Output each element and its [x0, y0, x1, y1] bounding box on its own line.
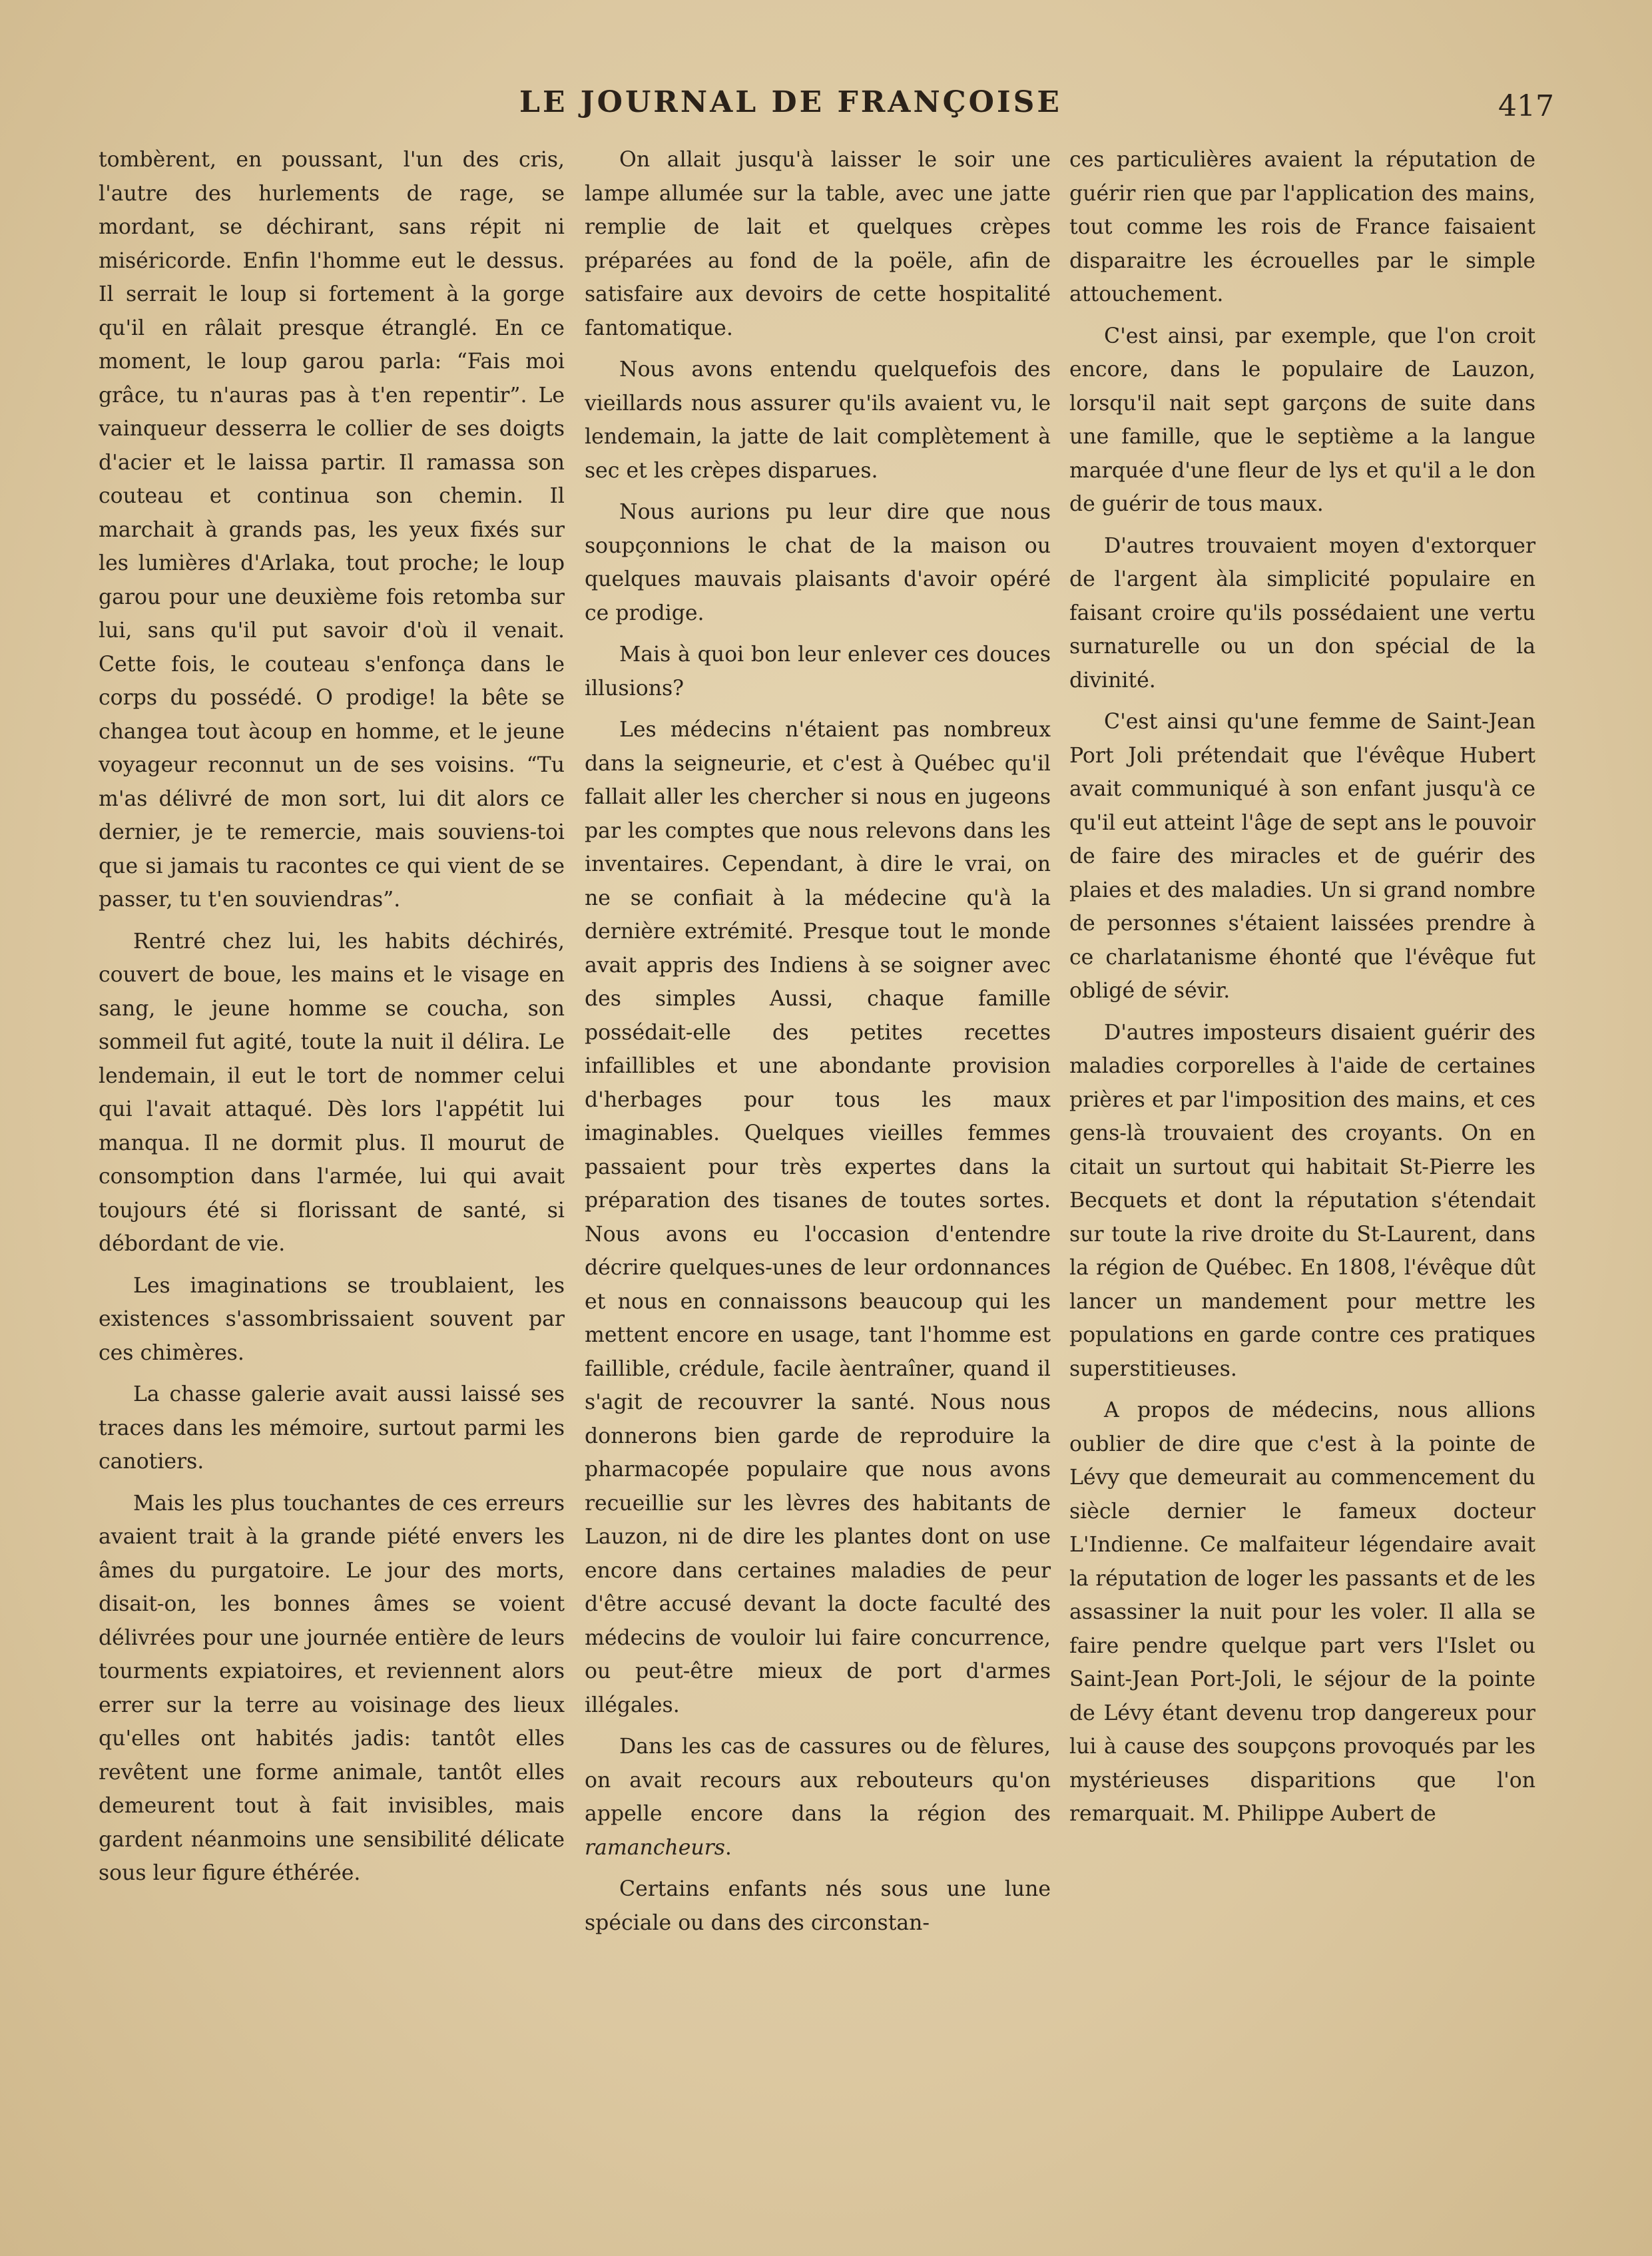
paragraph: C'est ainsi, par exemple, que l'on croit encore, dans le populaire de Lauzon, lorsqu'il nait sept garçons de suite dans une famille, que le septième a la langue marquée d'une fleur de lys et qu'il a le don de guérir de tous maux.	[1069, 324, 1535, 516]
paragraph: La chasse galerie avait aussi laissé ses traces dans les mémoire, surtout parmi les canotiers.	[99, 1382, 565, 1474]
italic-term: ramancheurs	[585, 1835, 725, 1860]
paragraph: Les imaginations se troublaient, les existences s'assombrissaient souvent par ces chimères.	[99, 1273, 565, 1365]
paragraph: ces particulières avaient la réputation de guérir rien que par l'application des mains, tout comme les rois de France faisaient disparaitre les écrouelles par le simple attouchement.	[1069, 148, 1535, 306]
punctuation: .	[724, 1835, 732, 1860]
paragraph: D'autres trouvaient moyen d'extorquer de l'argent àla simplicité populaire en faisant croire qu'ils possédaient une vertu surnaturelle ou un don spécial de la divinité.	[1069, 533, 1535, 693]
column-2	[585, 143, 1051, 1940]
paragraph: C'est ainsi qu'une femme de Saint-Jean Port Joli prétendait que l'évêque Hubert avait communiqué à son enfant jusqu'à ce qu'il eut atteint l'âge de sept ans le pouvoir de faire des miracles et de guérir des plaies et des maladies. Un si grand nombre de personnes s'étaient laissées prendre à ce charlatanisme éhonté que l'évêque fut obligé de sévir.	[1069, 710, 1535, 1003]
column-1	[99, 143, 565, 1890]
paragraph: Nous aurions pu leur dire que nous soupçonnions le chat de la maison ou quelques mauvais plaisants d'avoir opéré ce prodige.	[585, 500, 1051, 625]
page-header	[0, 85, 1652, 132]
paragraph-text: Dans les cas de cassures ou de fèlures, on avait recours aux rebouteurs qu'on appelle encore dans la région des	[585, 1735, 1051, 1826]
paragraph: Certains enfants nés sous une lune spéciale ou dans des circonstan-	[585, 1877, 1051, 1935]
paragraph: On allait jusqu'à laisser le soir une lampe allumée sur la table, avec une jatte remplie de lait et quelques crèpes préparées au fond de la poële, afin de satisfaire aux devoirs de cette hospitalité fantomatique.	[585, 148, 1051, 340]
paragraph: Rentré chez lui, les habits déchirés, couvert de boue, les mains et le visage en sang, le jeune homme se coucha, son sommeil fut agité, toute la nuit il délira. Le lendemain, il eut le tort de nommer celui qui l'avait attaqué. Dès lors l'appétit lui manqua. Il ne dormit plus. Il mourut de consomption dans l'armée, lui qui avait toujours été si florissant de santé, si débordant de vie.	[99, 929, 565, 1256]
page-number: 417	[1498, 89, 1554, 123]
paragraph: tombèrent, en poussant, l'un des cris, l'autre des hurlements de rage, se mordant, se déchirant, sans répit ni miséricorde. Enfin l'homme eut le dessus. Il serrait le loup si fortement à la gorge qu'il en râlait presque étranglé. En ce moment, le loup garou parla: “Fais moi grâce, tu n'auras pas à t'en repentir”. Le vainqueur desserra le collier de ses doigts d'acier et le laissa partir. Il ramassa son couteau et continua son chemin. Il marchait à grands pas, les yeux fixés sur les lumières d'Arlaka, tout proche; le loup garou pour une deuxième fois retomba sur lui, sans qu'il put savoir d'où il venait. Cette fois, le couteau s'enfonça dans le corps du possédé. O prodige! la bête se changea tout àcoup en homme, et le jeune voyageur reconnut un de ses voisins. “Tu m'as délivré de mon sort, lui dit alors ce dernier, je te remercie, mais souviens-toi que si jamais tu racontes ce qui vient de se passer, tu t'en souviendras”.	[99, 148, 565, 912]
column-3	[1069, 143, 1535, 1831]
paragraph: D'autres imposteurs disaient guérir des maladies corporelles à l'aide de certaines prières et par l'imposition des mains, et ces gens-là trouvaient des croyants. On en citait un surtout qui habitait St-Pierre les Becquets et dont la réputation s'étendait sur toute la rive droite du St-Laurent, dans la région de Québec. En 1808, l'évêque dût lancer un mandement pour mettre les populations en garde contre ces pratiques superstitieuses.	[1069, 1020, 1535, 1381]
paragraph	[585, 1730, 1051, 1864]
paragraph: Mais les plus touchantes de ces erreurs avaient trait à la grande piété envers les âmes du purgatoire. Le jour des morts, disait-on, les bonnes âmes se voient délivrées pour une journée entière de leurs tourments expiatoires, et reviennent alors errer sur la terre au voisinage des lieux qu'elles ont habités jadis: tantôt elles revêtent une forme animale, tantôt elles demeurent tout à fait invisibles, mais gardent néanmoins une sensibilité délicate sous leur figure éthérée.	[99, 1491, 565, 1885]
running-title: LE JOURNAL DE FRANÇOISE	[519, 85, 1062, 119]
paragraph: Les médecins n'étaient pas nombreux dans la seigneurie, et c'est à Québec qu'il fallait aller les chercher si nous en jugeons par les comptes que nous relevons dans les inventaires. Cependant, à dire le vrai, on ne se confiait à la médecine qu'à la dernière extrémité. Presque tout le monde avait appris des Indiens à se soigner avec des simples Aussi, chaque famille possédait-elle des petites recettes infaillibles et une abondante provision d'herbages pour tous les maux imaginables. Quelques vieilles femmes passaient pour très expertes dans la préparation des tisanes de toutes sortes. Nous avons eu l'occasion d'entendre décrire quelques-unes de leur ordonnances et nous en connaissons beaucoup qui les mettent encore en usage, tant l'homme est faillible, crédule, facile àentraîner, quand il s'agit de recouvrer la santé. Nous nous donnerons bien garde de reproduire la pharmacopée populaire que nous avons recueillie sur les lèvres des habitants de Lauzon, ni de dire les plantes dont on use encore dans certaines maladies de peur d'être accusé devant la docte faculté des médecins de vouloir lui faire concurrence, ou peut-être mieux de port d'armes illégales.	[585, 718, 1051, 1717]
paragraph: A propos de médecins, nous allions oublier de dire que c'est à la pointe de Lévy que demeurait au commencement du siècle dernier le fameux docteur L'Indienne. Ce malfaiteur légendaire avait la réputation de loger les passants et de les assassiner la nuit pour les voler. Il alla se faire pendre quelque part vers l'Islet ou Saint-Jean Port-Joli, le séjour de la pointe de Lévy étant devenu trop dangereux pour lui à cause des soupçons provoqués par les mystérieuses disparitions que l'on remarquait. M. Philippe Aubert de	[1069, 1398, 1535, 1826]
paragraph: Mais à quoi bon leur enlever ces douces illusions?	[585, 643, 1051, 701]
paragraph: Nous avons entendu quelquefois des vieillards nous assurer qu'ils avaient vu, le lendemain, la jatte de lait complètement à sec et les crèpes disparues.	[585, 358, 1051, 483]
